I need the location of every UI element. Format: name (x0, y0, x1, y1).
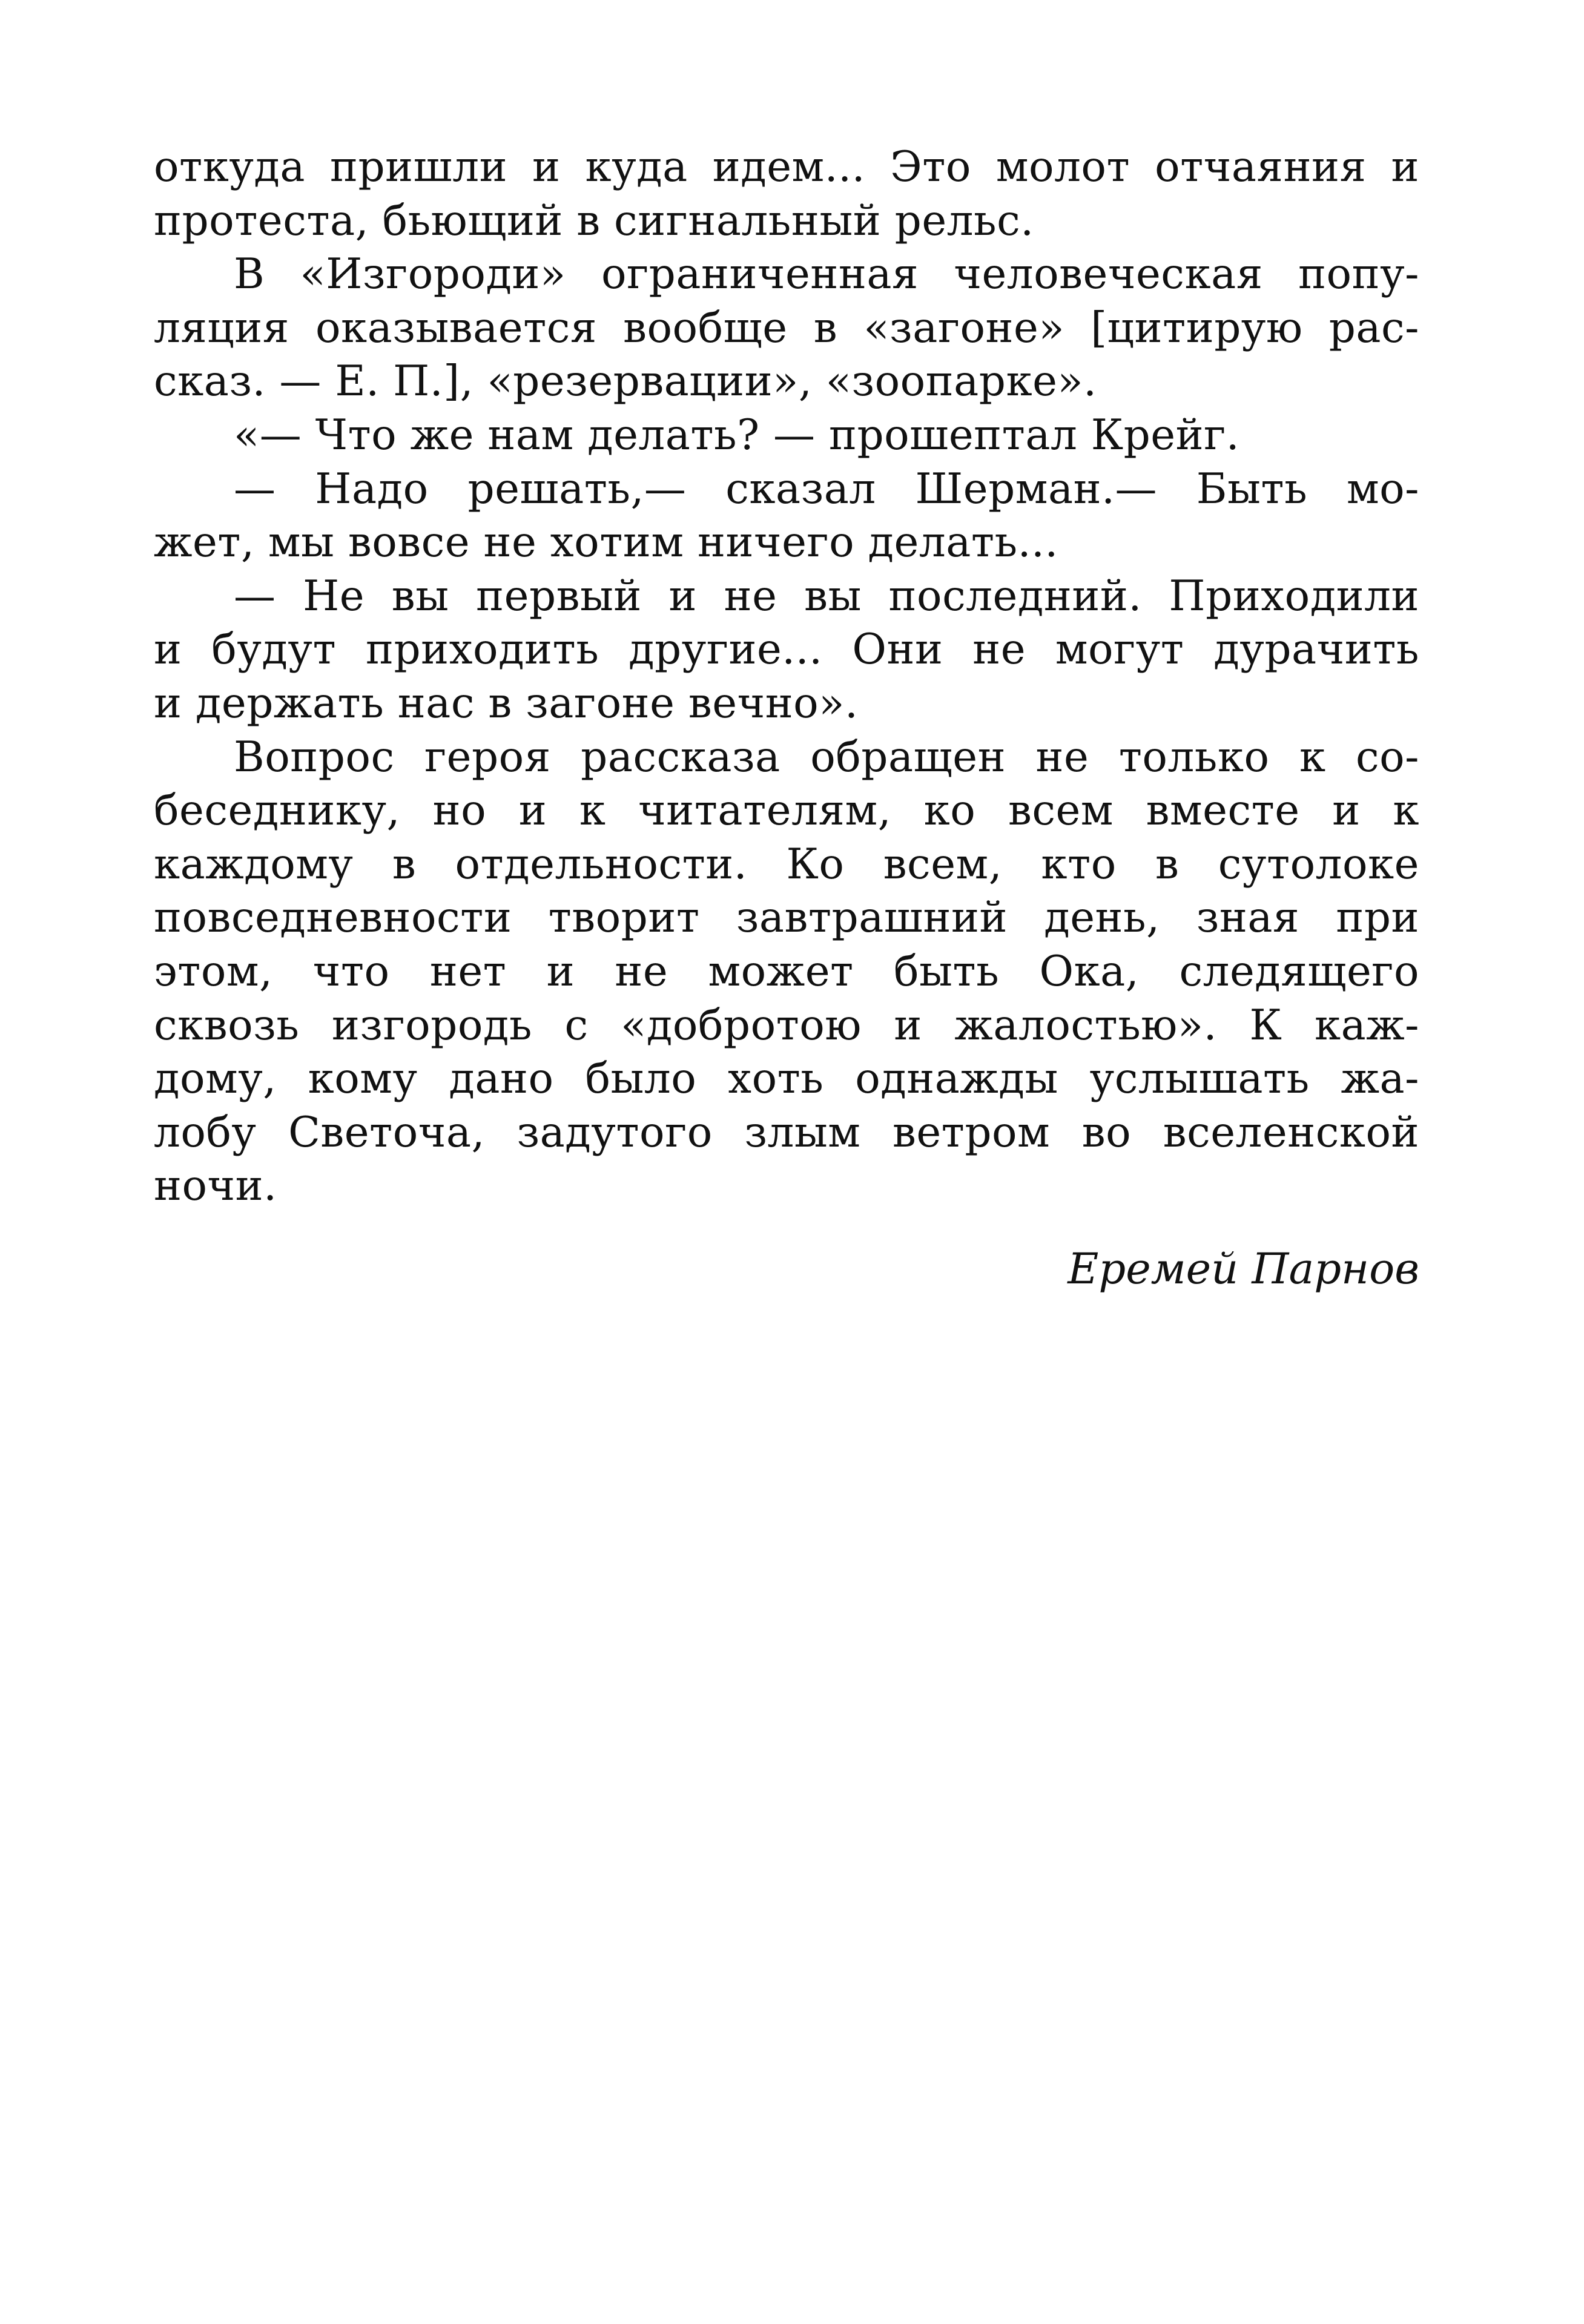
text-line: дому, кому дано было хоть однажды услышать жа- (154, 1055, 1419, 1104)
text-line: этом, что нет и не может быть Ока, следящего (154, 947, 1419, 996)
text-line: жет, мы вовсе не хотим ничего делать... (154, 518, 1058, 567)
text-line: повседневности творит завтрашний день, зная при (154, 894, 1419, 943)
text-line: каждому в отдельности. Ко всем, кто в сутолоке (154, 840, 1419, 889)
author-signature: Еремей Парнов (1068, 1244, 1419, 1294)
text-line: сказ. — Е. П.], «резервации», «зоопарке». (154, 357, 1097, 406)
dialogue-line: «— Что же нам делать? — прошептал Крейг. (234, 410, 1240, 459)
paragraph-first-line: Вопрос героя рассказа обращен не только к со- (234, 732, 1419, 782)
text-line: и будут приходить другие... Они не могут дурачить (154, 625, 1419, 674)
text-line: сквозь изгородь с «добротою и жалостью». К каж- (154, 1001, 1419, 1050)
text-line: откуда пришли и куда идем... Это молот отчаяния и (154, 143, 1419, 191)
text-line: лобу Светоча, задутого злым ветром во вселенской (154, 1108, 1419, 1157)
text-line: ночи. (154, 1162, 277, 1211)
dialogue-line: — Надо решать,— сказал Шерман.— Быть мо- (234, 464, 1419, 513)
dialogue-line: — Не вы первый и не вы последний. Приходили (234, 571, 1419, 621)
text-line: протеста, бьющий в сигнальный рельс. (154, 196, 1034, 245)
text-line: и держать нас в загоне вечно». (154, 679, 859, 728)
paragraph-first-line: В «Изгороди» ограниченная человеческая попу- (234, 250, 1419, 299)
body-text (154, 140, 1419, 1213)
text-line: беседнику, но и к читателям, ко всем вместе и к (154, 786, 1419, 835)
text-line: ляция оказывается вообще в «загоне» [цитирую рас- (154, 303, 1419, 352)
